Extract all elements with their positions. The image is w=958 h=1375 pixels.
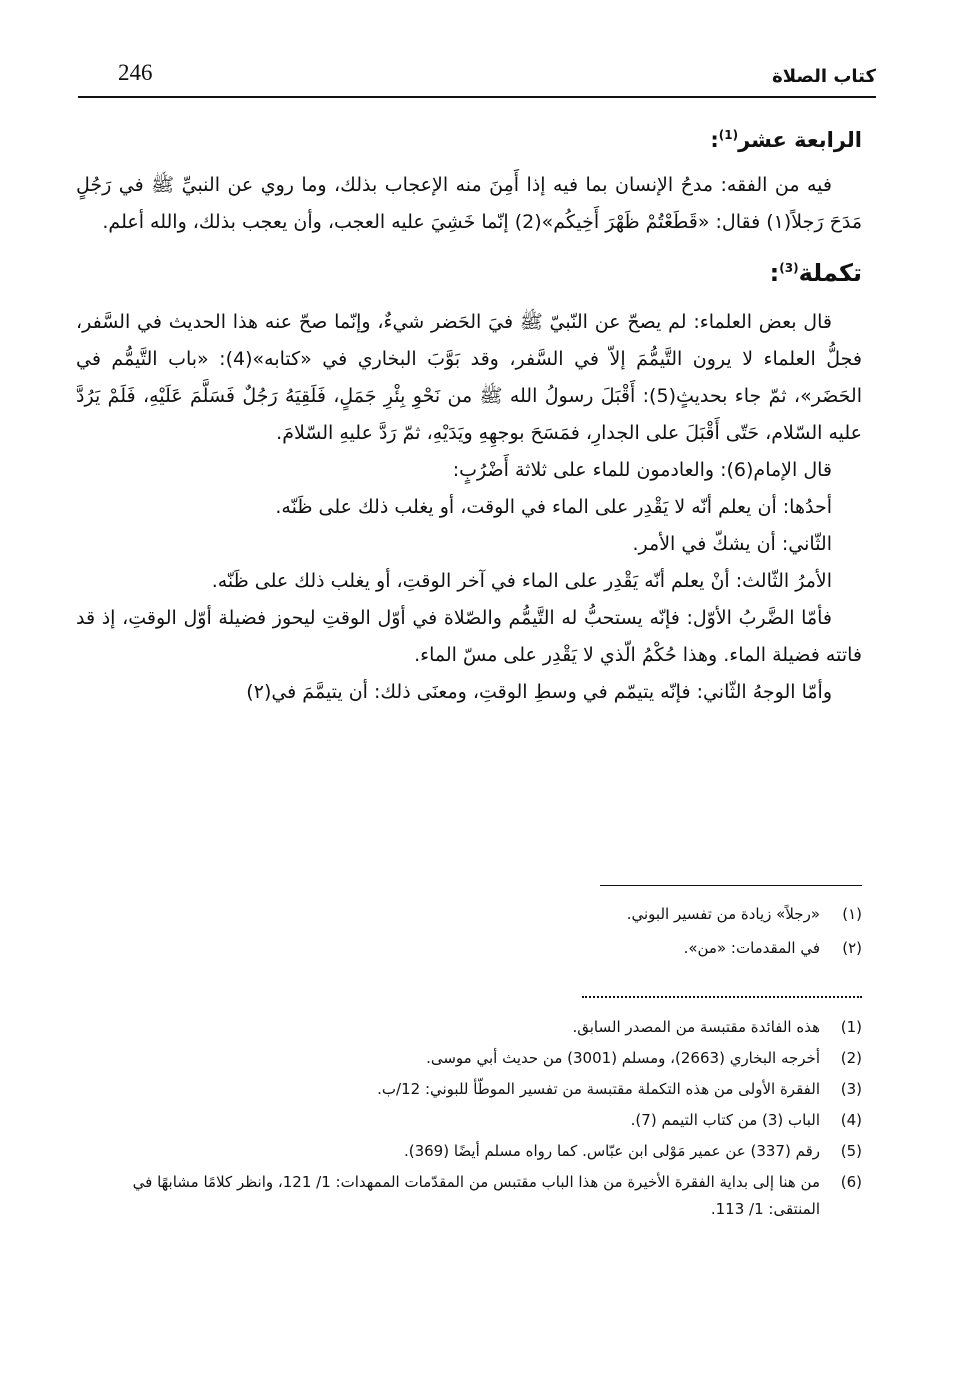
header-rule <box>78 96 876 98</box>
footnote-text: الباب (3) من كتاب التيمم (7). <box>630 1111 820 1129</box>
section-heading-text: الرابعة عشر <box>738 128 862 152</box>
paragraph: قال بعض العلماء: لم يصحّ عن النّبيّ ﷺ فيَ الحَضر شيءٌ، وإنّما صحّ عنه هذا الحديث في السَّفر، فجلُّ العلماء لا يرون التَّيمُّمَ إلاّ في السَّفر، وقد بَوَّبَ البخاري في «كتابه»(4): «باب التَّيمُّم في الحَضَر»، ثمّ جاء بحديثٍ(5): أَقْبَلَ رسولُ الله ﷺ من نَحْوِ بِئْرِ جَمَلٍ، فَلَقِيَهُ رَجُلٌ فَسَلَّمَ عَلَيْهِ، فَلَمْ يَرُدَّ عليه السّلام، حَتّى أَقْبَلَ على الجدارِ، فمَسَحَ بوجهِهِ ويَدَيْهِ، ثمّ رَدَّ عليهِ السّلامَ. <box>76 311 862 444</box>
paragraph: أحدُها: أن يعلم أنّه لا يَقْدِر على الماء في الوقت، أو يغلب ذلك على ظَنّه. <box>275 496 832 518</box>
footnote-number: (١) <box>842 905 862 923</box>
heading-colon: : <box>769 259 780 287</box>
paragraph: فأمّا الضَّربُ الأوّل: فإنّه يستحبُّ له التَّيمُّم والصّلاة في أوّل الوقتِ ليحوز فضيلة أوّل الوقتِ، إذ قد فاتته فضيلة الماء. وهذا حُكْمُ الّذي لا يَقْدِر على مسّ الماء. <box>76 607 862 666</box>
paragraph: الأمرُ الثّالث: أنْ يعلم أنّه يَقْدِر على الماء في آخر الوقتِ، أو يغلب ذلك على ظَنّه. <box>211 570 832 592</box>
footnote-number: (٢) <box>842 939 862 957</box>
footnotes-editor <box>82 1012 862 1223</box>
footnotes-original <box>162 897 862 965</box>
footnote-item <box>162 897 862 931</box>
footnote-item <box>82 1012 862 1043</box>
footnote-marker: (1) <box>718 128 739 142</box>
footnote-number: (5) <box>840 1142 862 1160</box>
footnote-number: (2) <box>840 1049 862 1067</box>
running-head: كتاب الصلاة <box>772 66 876 87</box>
footnote-text: من هنا إلى بداية الفقرة الأخيرة من هذا الباب مقتبس من المقدّمات الممهدات: 1/ 121، وانظر كلامًا مشابهًا في المنتقى: 1/ 113. <box>132 1173 820 1218</box>
footnote-number: (1) <box>840 1018 862 1036</box>
footnote-number: (6) <box>840 1173 862 1191</box>
footnote-text: الفقرة الأولى من هذه التكملة مقتبسة من تفسير الموطّأ للبوني: 12/ب. <box>377 1080 820 1098</box>
paragraph: قال الإمام(6): والعادمون للماء على ثلاثة أَضْرُبٍ: <box>452 459 832 481</box>
footnote-item <box>82 1136 862 1167</box>
footnote-text: «رجلاً» زيادة من تفسير البوني. <box>626 905 820 923</box>
footnote-item <box>82 1167 862 1223</box>
footnote-item <box>162 931 862 965</box>
footnote-text: رقم (337) عن عمير مَوْلى ابن عبّاس. كما رواه مسلم أيضًا (369). <box>403 1142 820 1160</box>
footnote-item <box>82 1074 862 1105</box>
paragraph: وأمّا الوجهُ الثّاني: فإنّه يتيمّم في وسطِ الوقتِ، ومعنَى ذلك: أن يتيمَّمَ في(٢) <box>246 681 832 703</box>
heading-colon: : <box>710 128 719 152</box>
paragraph: فيه من الفقه: مدحُ الإنسان بما فيه إذا أَمِنَ منه الإعجاب بذلك، وما روي عن النبيِّ ﷺ في رَجُلٍ مَدَحَ رَجلاً(١) فقال: «قَطَعْتُمْ ظَهْرَ أَخِيكُم»(2) إنّما خَشِيَ عليه العجب، وأن يعجب بذلك، والله أعلم. <box>76 174 862 233</box>
footnote-text: هذه الفائدة مقتبسة من المصدر السابق. <box>572 1018 820 1036</box>
page-header <box>78 58 876 98</box>
footnote-marker: (3) <box>779 261 799 275</box>
footnote-item <box>82 1043 862 1074</box>
footnote-text: في المقدمات: «من». <box>683 939 820 957</box>
section-heading <box>76 255 862 292</box>
section-heading <box>76 122 862 159</box>
footnote-rule <box>600 885 862 886</box>
footnote-item <box>82 1105 862 1136</box>
footnote-text: أخرجه البخاري (2663)، ومسلم (3001) من حديث أبي موسى. <box>426 1049 820 1067</box>
page-number: 246 <box>118 60 153 85</box>
section-heading-text: تكملة <box>798 259 862 287</box>
dotted-separator <box>582 996 862 998</box>
footnote-number: (3) <box>840 1080 862 1098</box>
footnote-number: (4) <box>840 1111 862 1129</box>
main-text <box>76 112 862 711</box>
paragraph: الثّاني: أن يشكّ في الأمر. <box>632 533 832 555</box>
